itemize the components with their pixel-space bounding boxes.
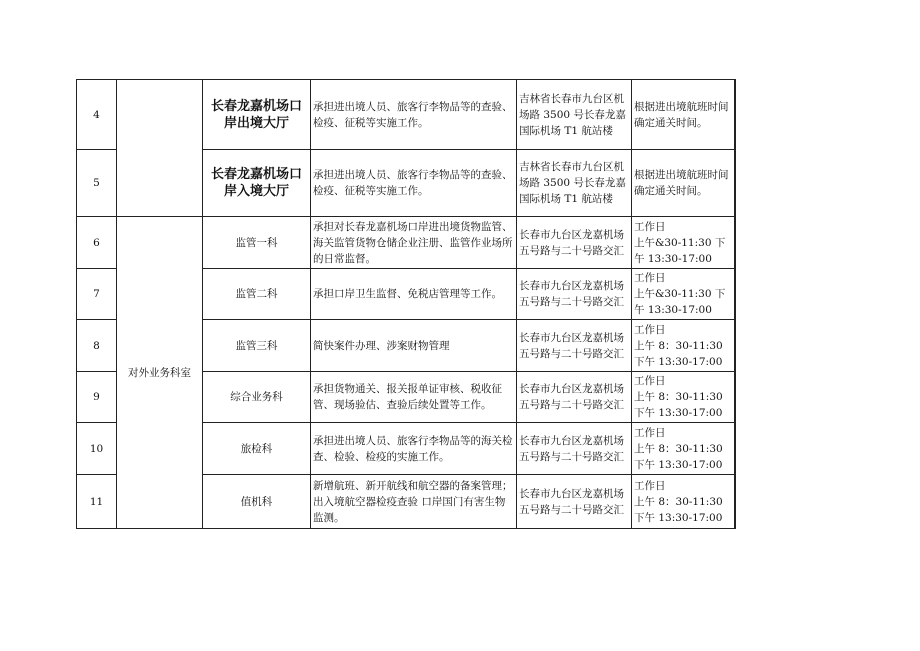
blank-cell [735, 80, 736, 150]
blank-cell [735, 475, 736, 529]
blank-cell [735, 372, 736, 423]
hours-text: 根据进出境航班时间确定通关时间。 [632, 150, 735, 217]
address-text: 长春市九台区龙嘉机场五号路与二十号路交汇 [517, 217, 632, 269]
duty-text: 承担货物通关、报关报单证审核、税收征管、现场验估、查验后续处置等工作。 [311, 372, 517, 423]
address-text: 吉林省长春市九台区机场路 3500 号长春龙嘉国际机场 T1 航站楼 [517, 150, 632, 217]
address-text: 长春市九台区龙嘉机场五号路与二十号路交汇 [517, 269, 632, 320]
address-text: 长春市九台区龙嘉机场五号路与二十号路交汇 [517, 372, 632, 423]
duty-text: 承担进出境人员、旅客行李物品等的海关检查、检验、检疫的实施工作。 [311, 423, 517, 475]
row-number: 6 [77, 217, 117, 269]
office-table [76, 79, 736, 529]
department-name: 对外业务科室 [117, 217, 203, 529]
unit-name: 监管二科 [203, 269, 311, 320]
unit-name: 综合业务科 [203, 372, 311, 423]
unit-name: 监管三科 [203, 320, 311, 372]
row-number: 4 [77, 80, 117, 150]
blank-cell [735, 320, 736, 372]
hours-text: 根据进出境航班时间确定通关时间。 [632, 80, 735, 150]
duty-text: 简快案件办理、涉案财物管理 [311, 320, 517, 372]
blank-cell [735, 150, 736, 217]
row-number: 10 [77, 423, 117, 475]
blank-cell [735, 269, 736, 320]
duty-text: 新增航班、新开航线和航空器的备案管理；出入境航空器检疫查验 口岸国门有害生物监测。 [311, 475, 517, 529]
row-number: 7 [77, 269, 117, 320]
address-text: 吉林省长春市九台区机场路 3500 号长春龙嘉国际机场 T1 航站楼 [517, 80, 632, 150]
hours-text: 工作日 上午 8：30-11:30 下午 13:30-17:00 [632, 372, 735, 423]
unit-name: 值机科 [203, 475, 311, 529]
duty-text: 承担进出境人员、旅客行李物品等的查验、检疫、征税等实施工作。 [311, 80, 517, 150]
hours-text: 工作日 上午 8：30-11:30 下午 13:30-17:00 [632, 475, 735, 529]
address-text: 长春市九台区龙嘉机场五号路与二十号路交汇 [517, 423, 632, 475]
hours-text: 工作日 上午 8：30-11:30 下午 13:30-17:00 [632, 423, 735, 475]
address-text: 长春市九台区龙嘉机场五号路与二十号路交汇 [517, 475, 632, 529]
duty-text: 承担进出境人员、旅客行李物品等的查验、检疫、征税等实施工作。 [311, 150, 517, 217]
blank-cell [735, 423, 736, 475]
hours-text: 工作日 上午&30-11:30 下午 13:30-17:00 [632, 217, 735, 269]
hours-text: 工作日 上午&30-11:30 下午 13:30-17:00 [632, 269, 735, 320]
unit-name: 旅检科 [203, 423, 311, 475]
duty-text: 承担对长春龙嘉机场口岸进出境货物监管、海关监管货物仓储企业注册、监管作业场所的日常监督。 [311, 217, 517, 269]
hours-text: 工作日 上午 8：30-11:30 下午 13:30-17:00 [632, 320, 735, 372]
unit-name: 监管一科 [203, 217, 311, 269]
blank-cell [735, 217, 736, 269]
row-number: 9 [77, 372, 117, 423]
table-row [77, 80, 736, 150]
row-number: 5 [77, 150, 117, 217]
unit-name: 长春龙嘉机场口岸入境大厅 [203, 150, 311, 217]
address-text: 长春市九台区龙嘉机场五号路与二十号路交汇 [517, 320, 632, 372]
unit-name: 长春龙嘉机场口岸出境大厅 [203, 80, 311, 150]
department-cell-top [117, 80, 203, 217]
row-number: 8 [77, 320, 117, 372]
table-row [77, 217, 736, 269]
duty-text: 承担口岸卫生监督、免税店管理等工作。 [311, 269, 517, 320]
row-number: 11 [77, 475, 117, 529]
